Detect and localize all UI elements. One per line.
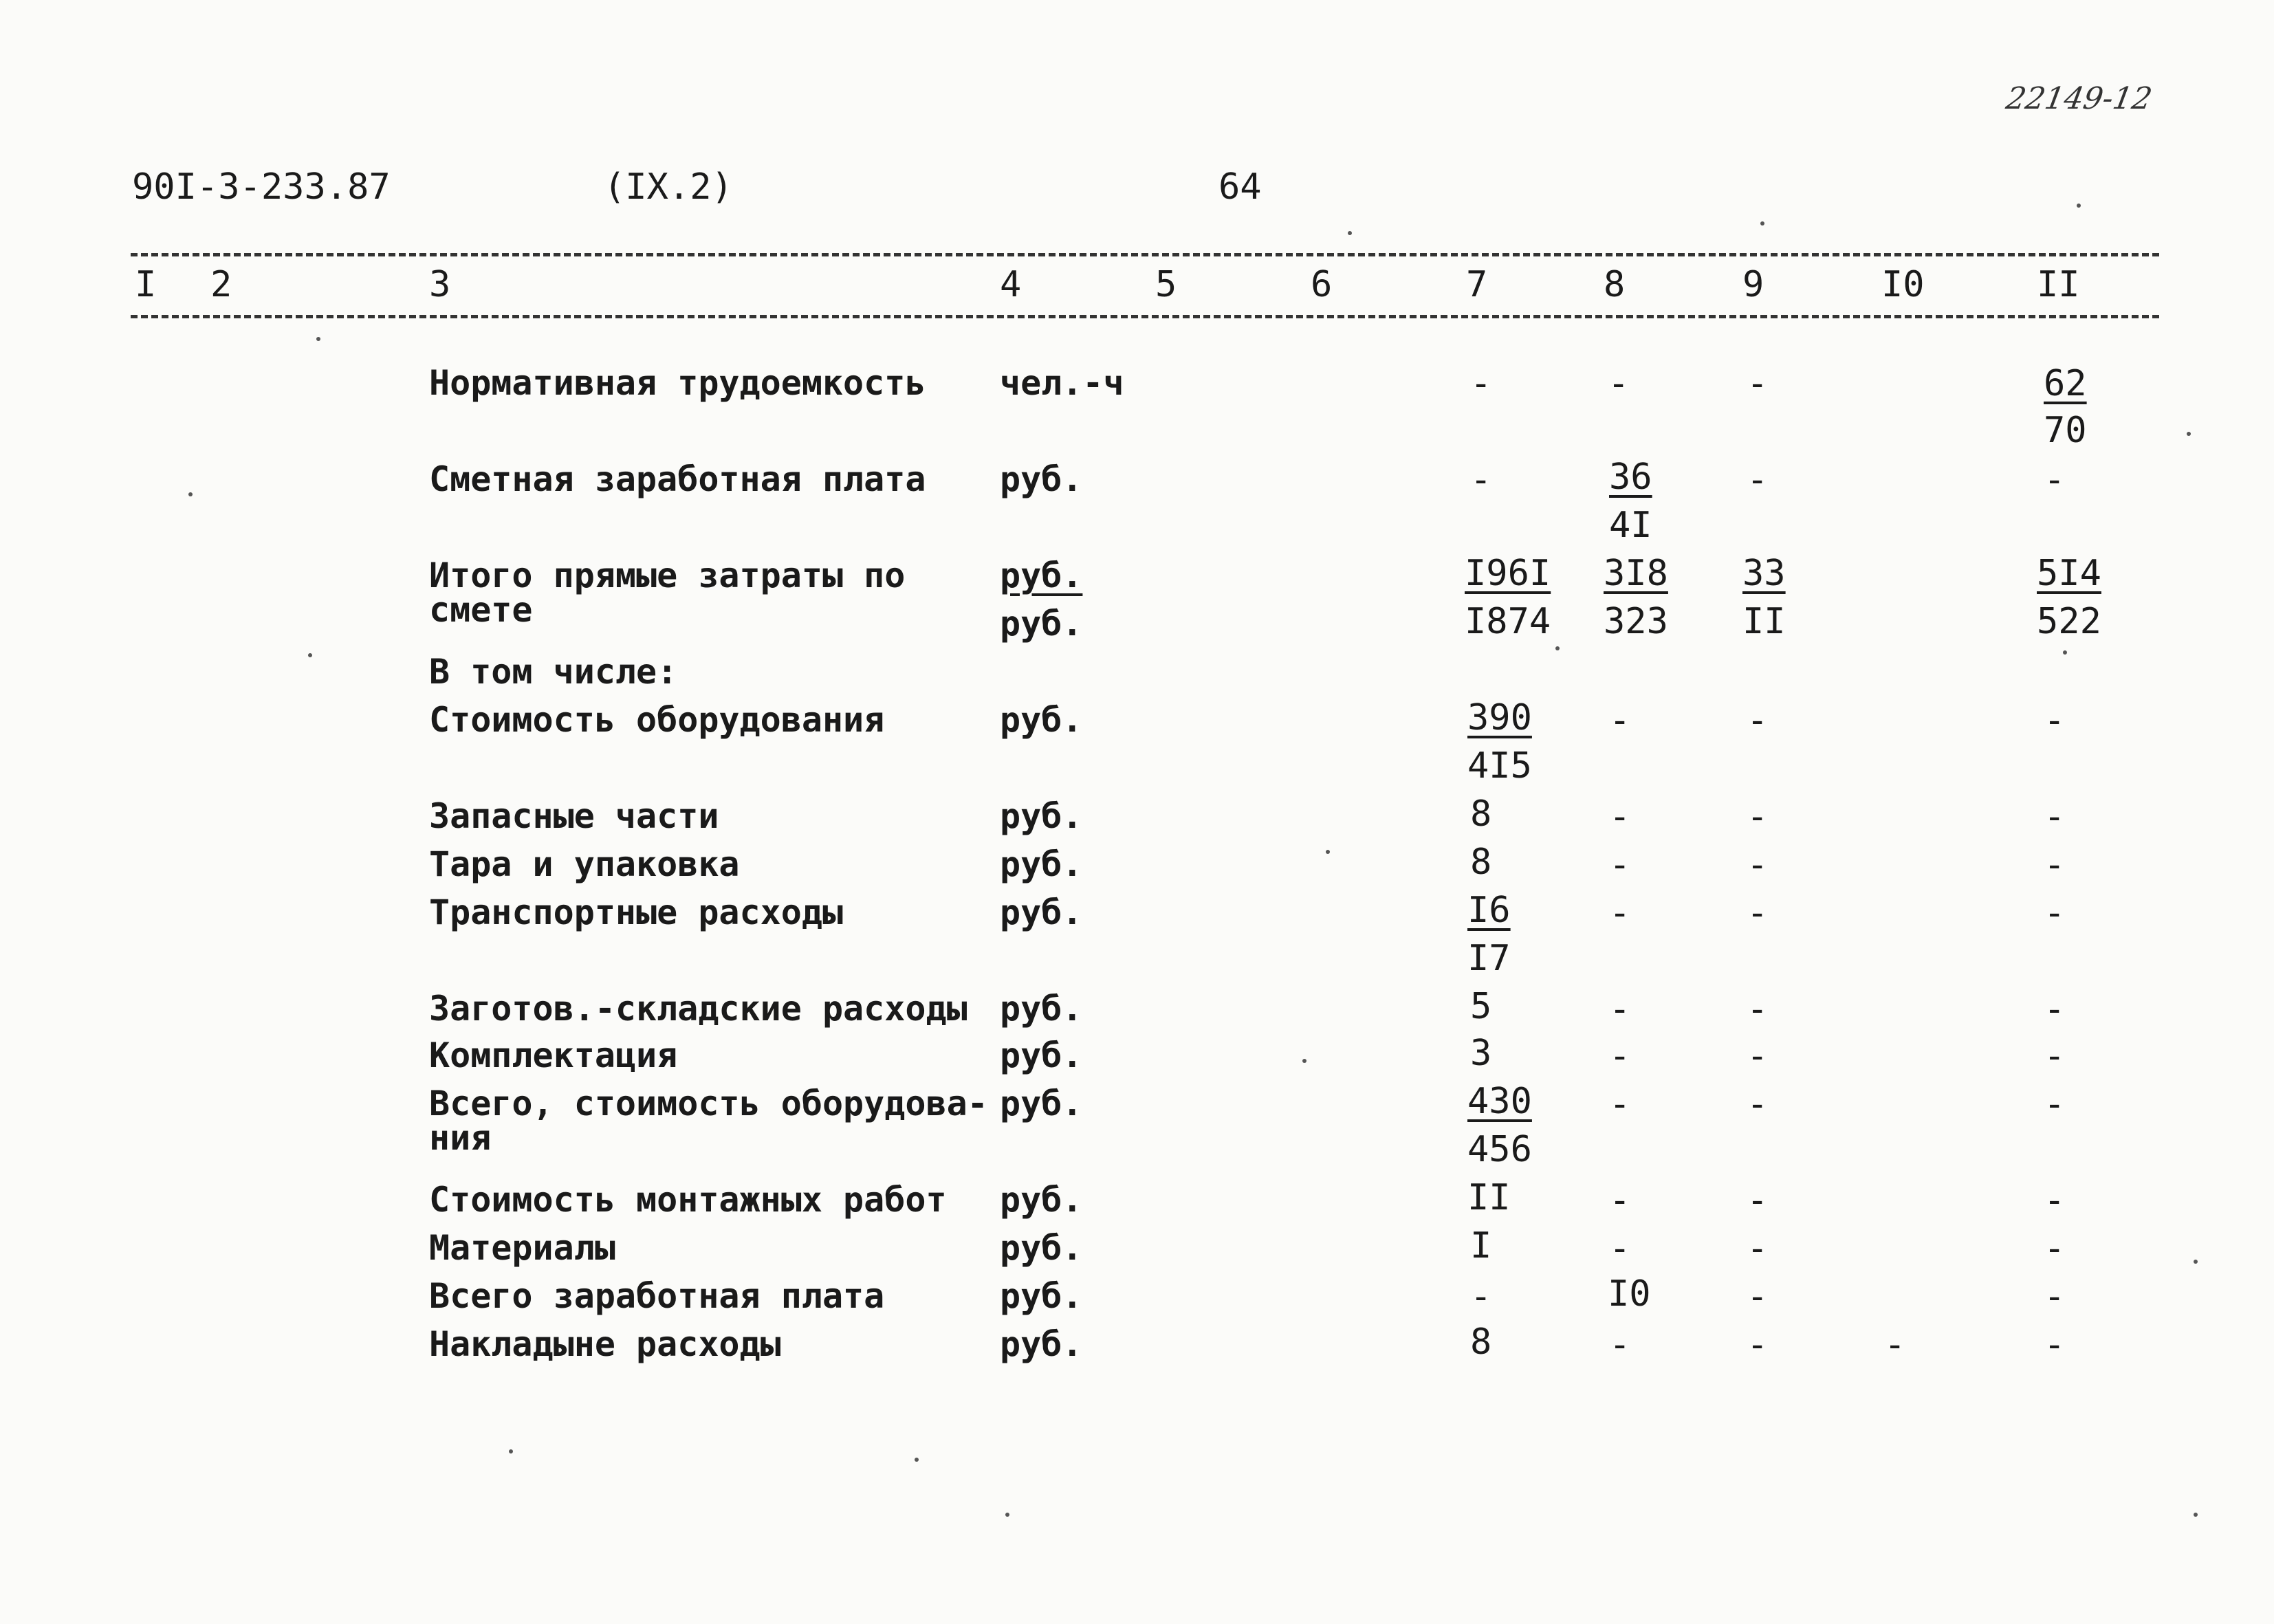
row-4-description: В том числе: xyxy=(429,652,678,692)
row-8-unit: руб. xyxy=(1000,892,1083,932)
row-14-description: Всего заработная плата xyxy=(429,1276,885,1316)
row-10-col11: - xyxy=(2044,1035,2066,1077)
row-11-col7-bottom: 456 xyxy=(1467,1129,1532,1170)
row-15-col9: - xyxy=(1747,1324,1769,1365)
scan-speck xyxy=(1760,221,1764,226)
row-11-col9: - xyxy=(1747,1084,1769,1125)
row-10-col7: 3 xyxy=(1470,1033,1492,1074)
row-3-col11-bottom: 522 xyxy=(2037,601,2101,642)
row-12-col11: - xyxy=(2044,1180,2066,1221)
column-number-10: I0 xyxy=(1881,264,1925,305)
scan-speck xyxy=(1005,1513,1009,1517)
row-9-col11: - xyxy=(2044,989,2066,1030)
scan-speck xyxy=(1555,646,1560,650)
column-number-3: 3 xyxy=(429,264,451,305)
header-bottom-rule xyxy=(131,315,2159,318)
row-15-description: Накладыне расходы xyxy=(429,1324,781,1364)
row-8-col7-top: I6 xyxy=(1467,890,1511,931)
row-2-description: Сметная заработная плата xyxy=(429,459,926,499)
column-number-8: 8 xyxy=(1604,264,1626,305)
row-1-col8: - xyxy=(1608,363,1630,404)
row-1-unit: чел.-ч xyxy=(1000,363,1124,403)
row-9-description: Заготов.-складские расходы xyxy=(429,989,967,1029)
row-3-col8-top: 3I8 xyxy=(1604,553,1668,594)
row-13-description: Материалы xyxy=(429,1228,615,1268)
row-10-description: Комплектация xyxy=(429,1035,678,1075)
section-code: (IX.2) xyxy=(604,166,733,208)
scan-speck xyxy=(188,492,193,496)
row-6-col9: - xyxy=(1747,796,1769,837)
column-number-1: I xyxy=(135,264,157,305)
row-3-col8-bottom: 323 xyxy=(1604,601,1668,642)
row-3-col9-bottom: II xyxy=(1742,601,1786,642)
row-9-col9: - xyxy=(1747,989,1769,1030)
scan-speck xyxy=(308,653,312,657)
row-5-unit: руб. xyxy=(1000,700,1083,740)
row-6-unit: руб. xyxy=(1000,796,1083,836)
row-5-description: Стоимость оборудования xyxy=(429,700,885,740)
column-number-7: 7 xyxy=(1466,264,1488,305)
row-3-unit-bottom: руб. xyxy=(1000,604,1083,644)
row-7-col11: - xyxy=(2044,844,2066,886)
scan-speck xyxy=(2077,204,2081,208)
row-3-col9-top: 33 xyxy=(1742,553,1786,594)
row-13-col8: - xyxy=(1609,1228,1631,1269)
row-3-unit-top: руб. xyxy=(1000,556,1083,595)
row-11-unit: руб. xyxy=(1000,1084,1083,1123)
column-number-4: 4 xyxy=(1000,264,1022,305)
row-3-description-cont: смете xyxy=(429,590,533,630)
row-2-unit: руб. xyxy=(1000,459,1083,499)
handwritten-note: 22149-12 xyxy=(2003,81,2155,116)
scan-speck xyxy=(316,337,320,341)
row-11-description-cont: ния xyxy=(429,1118,492,1158)
row-9-col7: 5 xyxy=(1470,986,1492,1027)
row-14-col8: I0 xyxy=(1608,1273,1651,1315)
row-15-col8: - xyxy=(1609,1324,1631,1365)
row-15-col10: - xyxy=(1884,1324,1906,1365)
row-5-col8: - xyxy=(1609,700,1631,741)
row-10-col8: - xyxy=(1609,1035,1631,1077)
row-3-col7-bottom: I874 xyxy=(1465,601,1551,642)
row-11-col11: - xyxy=(2044,1084,2066,1125)
row-14-col9: - xyxy=(1747,1276,1769,1317)
column-number-5: 5 xyxy=(1155,264,1177,305)
row-2-col9: - xyxy=(1747,459,1769,501)
row-8-col8: - xyxy=(1609,892,1631,934)
row-15-unit: руб. xyxy=(1000,1324,1083,1364)
row-7-col9: - xyxy=(1747,844,1769,886)
scan-speck xyxy=(2194,1513,2198,1517)
row-12-unit: руб. xyxy=(1000,1180,1083,1220)
row-8-col11: - xyxy=(2044,892,2066,934)
row-5-col7-bottom: 4I5 xyxy=(1467,745,1532,787)
scan-speck xyxy=(2063,650,2067,655)
row-13-unit: руб. xyxy=(1000,1228,1083,1268)
row-1-description: Нормативная трудоемкость xyxy=(429,363,926,403)
header-top-rule xyxy=(131,253,2159,256)
row-1-col7: - xyxy=(1470,363,1492,404)
row-5-col11: - xyxy=(2044,700,2066,741)
row-11-col8: - xyxy=(1609,1084,1631,1125)
row-6-col11: - xyxy=(2044,796,2066,837)
row-11-col7-top: 430 xyxy=(1467,1081,1532,1122)
row-9-col8: - xyxy=(1609,989,1631,1030)
row-7-unit: руб. xyxy=(1000,844,1083,884)
scan-speck xyxy=(1348,231,1352,235)
row-1-col11-top: 62 xyxy=(2044,363,2087,404)
row-12-description: Стоимость монтажных работ xyxy=(429,1180,947,1220)
scan-speck xyxy=(2194,1260,2198,1264)
row-13-col9: - xyxy=(1747,1228,1769,1269)
row-3-description: Итого прямые затраты по xyxy=(429,556,906,595)
row-14-col7: - xyxy=(1470,1276,1492,1317)
row-2-col7: - xyxy=(1470,459,1492,501)
row-10-col9: - xyxy=(1747,1035,1769,1077)
row-15-col11: - xyxy=(2044,1324,2066,1365)
row-7-description: Тара и упаковка xyxy=(429,844,740,884)
row-9-unit: руб. xyxy=(1000,989,1083,1029)
row-2-col11: - xyxy=(2044,459,2066,501)
row-11-description: Всего, стоимость оборудова- xyxy=(429,1084,988,1123)
column-number-11: II xyxy=(2037,264,2080,305)
document-code: 90I-3-233.87 xyxy=(132,166,391,208)
row-5-col7-top: 390 xyxy=(1467,697,1532,738)
row-8-description: Транспортные расходы xyxy=(429,892,844,932)
row-12-col9: - xyxy=(1747,1180,1769,1221)
scan-speck xyxy=(2187,432,2191,436)
row-8-col9: - xyxy=(1747,892,1769,934)
scan-speck xyxy=(915,1458,919,1462)
row-6-col8: - xyxy=(1609,796,1631,837)
row-13-col11: - xyxy=(2044,1228,2066,1269)
row-6-col7: 8 xyxy=(1470,793,1492,835)
row-14-unit: руб. xyxy=(1000,1276,1083,1316)
row-7-col8: - xyxy=(1609,844,1631,886)
row-6-description: Запасные части xyxy=(429,796,719,836)
row-1-col9: - xyxy=(1747,363,1769,404)
scan-speck xyxy=(1326,850,1330,854)
row-10-unit: руб. xyxy=(1000,1035,1083,1075)
row-2-col8-top: 36 xyxy=(1609,457,1652,498)
row-3-col11-top: 5I4 xyxy=(2037,553,2101,594)
scan-speck xyxy=(509,1449,513,1453)
row-2-col8-bottom: 4I xyxy=(1609,505,1652,546)
row-13-col7: I xyxy=(1470,1225,1492,1266)
column-number-6: 6 xyxy=(1311,264,1333,305)
row-12-col7: II xyxy=(1467,1177,1511,1218)
row-12-col8: - xyxy=(1609,1180,1631,1221)
row-3-col7-top: I96I xyxy=(1465,553,1551,594)
column-number-2: 2 xyxy=(210,264,232,305)
scan-speck xyxy=(1302,1059,1307,1063)
row-1-col11-bottom: 70 xyxy=(2044,410,2087,451)
row-5-col9: - xyxy=(1747,700,1769,741)
page-number: 64 xyxy=(1218,166,1262,208)
row-14-col11: - xyxy=(2044,1276,2066,1317)
row-15-col7: 8 xyxy=(1470,1321,1492,1363)
row-8-col7-bottom: I7 xyxy=(1467,938,1511,979)
row-7-col7: 8 xyxy=(1470,842,1492,883)
column-number-9: 9 xyxy=(1742,264,1764,305)
